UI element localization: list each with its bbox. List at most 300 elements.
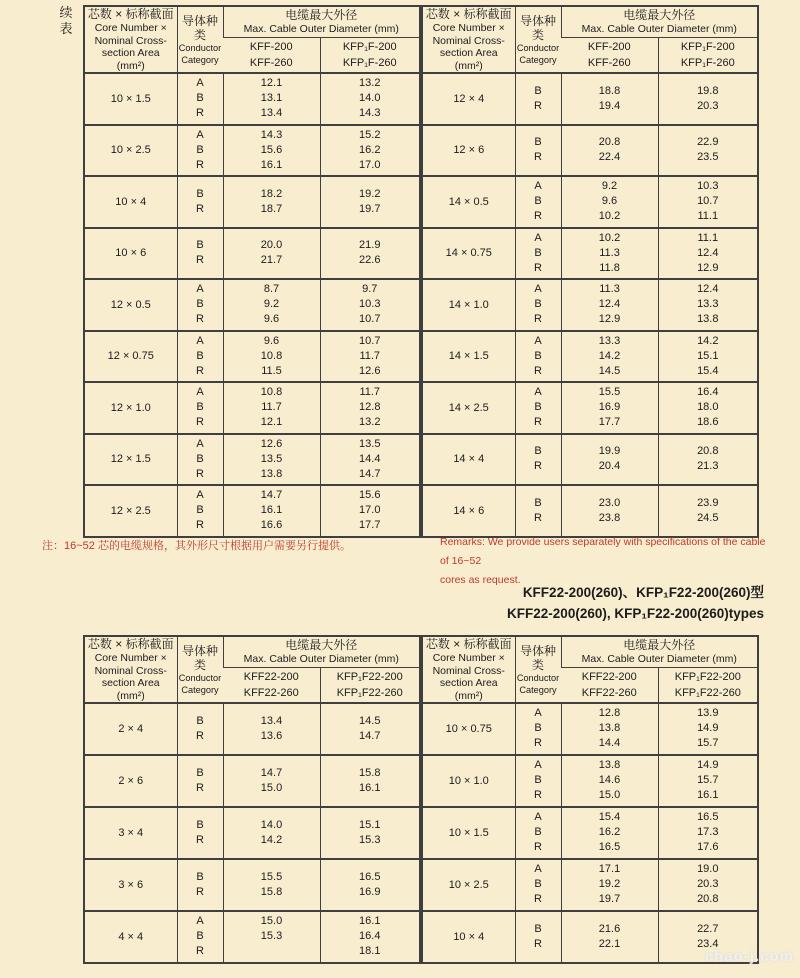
- kpf-200-label: KFP₁F-200: [342, 40, 397, 53]
- size-header-en2: Nominal Cross-: [432, 664, 505, 677]
- diameter-value-line: 14.9: [697, 722, 719, 735]
- spec-group-row: [84, 73, 420, 125]
- header-kff-column: [223, 37, 320, 73]
- diameter-value-line: 14.5: [359, 714, 381, 727]
- diameter-value-cell: [561, 228, 658, 280]
- diameter-value-line: 17.0: [359, 504, 381, 517]
- kff22-260-label: KFF22-260: [581, 686, 637, 699]
- conductor-category-line: R: [534, 893, 542, 906]
- conductor-category-line: A: [196, 386, 204, 399]
- conductor-category-cell: [515, 73, 561, 125]
- diameter-value-cell: [320, 807, 420, 859]
- core-size-cell: 3 × 4: [84, 807, 177, 859]
- core-size-cell: 10 × 2.5: [84, 125, 177, 177]
- diameter-value-line: 11.5: [261, 364, 282, 377]
- diameter-value-line: 15.1: [359, 818, 381, 831]
- size-header-en1: Core Number ×: [432, 652, 505, 664]
- core-size-cell: 14 × 1.5: [422, 331, 515, 383]
- conductor-category-cell: [515, 382, 561, 434]
- conductor-category-cell: [515, 125, 561, 177]
- diameter-value-line: 9.6: [601, 195, 618, 208]
- diameter-value-line: 14.7: [359, 467, 381, 480]
- top-left-table-body: [84, 73, 420, 537]
- core-size-cell: 14 × 2.5: [422, 382, 515, 434]
- diameter-value-cell: [320, 755, 420, 807]
- diameter-value-cell: [320, 125, 420, 177]
- diameter-value-line: 10.2: [598, 210, 621, 223]
- kpf-260-label: KFP₁F-260: [680, 56, 735, 69]
- conductor-category-cell: [515, 279, 561, 331]
- diameter-value-line: 12.8: [598, 707, 621, 720]
- conductor-category-line: R: [196, 158, 204, 171]
- conductor-category-line: B: [196, 92, 204, 105]
- diameter-value-cell: [320, 73, 420, 125]
- diameter-value-line: 15.7: [697, 737, 719, 750]
- diameter-value-cell: [223, 485, 320, 537]
- diameter-value-cell: [561, 382, 658, 434]
- diameter-value-line: 12.1: [260, 416, 283, 429]
- diameter-value-line: 13.3: [697, 298, 719, 311]
- conductor-category-cell: [177, 859, 223, 911]
- conductor-category-line: B: [196, 870, 204, 883]
- spec-group-row: [422, 434, 758, 486]
- conductor-category-line: A: [534, 811, 542, 824]
- size-header-en3: section Area: [439, 677, 498, 689]
- diameter-value-line: 12.6: [359, 364, 381, 377]
- conductor-header-en1: Conductor: [516, 42, 560, 53]
- conductor-category-line: B: [534, 401, 542, 414]
- spec-group-row: [84, 176, 420, 228]
- diameter-value-line: 11.3: [599, 246, 620, 259]
- diameter-value-cell: [561, 703, 658, 755]
- conductor-category-cell: [515, 911, 561, 963]
- diameter-value-line: 14.2: [697, 334, 719, 347]
- diameter-value-line: 14.7: [359, 729, 381, 742]
- core-size-cell: 12 × 0.75: [84, 331, 177, 383]
- diameter-value-line: 19.4: [598, 99, 621, 112]
- conductor-category-cell: [515, 228, 561, 280]
- spec-group-row: [422, 807, 758, 859]
- core-size-cell: 12 × 0.5: [84, 279, 177, 331]
- spec-group-row: [422, 73, 758, 125]
- diameter-value-line: 16.1: [359, 915, 381, 928]
- diameter-value-line: 22.9: [697, 136, 719, 149]
- size-header-en2: Nominal Cross-: [94, 664, 167, 677]
- conductor-category-cell: [515, 703, 561, 755]
- diameter-value-line: 13.8: [260, 467, 283, 480]
- diameter-value-line: 11.8: [599, 261, 620, 274]
- diameter-value-line: 13.2: [359, 77, 381, 90]
- diameter-value-line: 12.9: [598, 313, 621, 326]
- core-size-cell: 12 × 4: [422, 73, 515, 125]
- header-diameter-title: [561, 6, 758, 37]
- bottom-table-left-half: [83, 635, 421, 964]
- diameter-value-line: 17.1: [598, 863, 621, 876]
- diameter-value-line: 14.7: [260, 766, 283, 779]
- diameter-value-cell: [561, 125, 658, 177]
- section-heading: [507, 582, 764, 624]
- diameter-value-cell: [561, 911, 658, 963]
- diameter-value-line: 12.8: [359, 401, 381, 414]
- kff-260-label: KFF-260: [587, 56, 631, 69]
- diameter-value-line: 20.8: [697, 445, 719, 458]
- diameter-value-line: 11.3: [599, 283, 620, 296]
- core-size-cell: 12 × 1.5: [84, 434, 177, 486]
- diameter-value-line: 18.8: [598, 84, 621, 97]
- core-size-cell: 10 × 0.75: [422, 703, 515, 755]
- conductor-category-cell: [515, 755, 561, 807]
- diameter-value-line: 14.2: [598, 349, 621, 362]
- diameter-value-line: 23.4: [697, 937, 719, 950]
- spec-group-row: [84, 703, 420, 755]
- conductor-category-line: R: [534, 737, 542, 750]
- header-kff22-column: [561, 667, 658, 703]
- header-conductor-column: [515, 6, 561, 73]
- diameter-value-line: 16.4: [359, 930, 381, 943]
- diameter-value-line: 13.4: [260, 107, 283, 120]
- diameter-value-line: 15.3: [260, 930, 283, 943]
- diameter-value-cell: [561, 755, 658, 807]
- continuation-char-2: 表: [59, 21, 73, 36]
- diameter-value-line: 17.7: [598, 416, 621, 429]
- conductor-category-cell: [515, 807, 561, 859]
- spec-group-row: [84, 755, 420, 807]
- diameter-value-cell: [658, 434, 758, 486]
- conductor-category-line: B: [196, 143, 204, 156]
- size-header-en2: Nominal Cross-: [94, 34, 167, 47]
- size-header-en3: section Area: [101, 677, 160, 689]
- core-size-cell: 14 × 6: [422, 485, 515, 537]
- diameter-value-line: 9.2: [263, 298, 280, 311]
- conductor-category-line: B: [196, 298, 204, 311]
- diameter-value-cell: [658, 485, 758, 537]
- diameter-value-cell: [320, 434, 420, 486]
- conductor-header-en1: Conductor: [178, 672, 222, 683]
- diameter-value-line: 18.1: [359, 945, 381, 958]
- header-diameter-title: [223, 6, 420, 37]
- conductor-category-cell: [515, 331, 561, 383]
- spec-group-row: [84, 279, 420, 331]
- conductor-category-cell: [515, 176, 561, 228]
- diameter-value-line: 10.3: [697, 180, 719, 193]
- spec-group-row: [422, 176, 758, 228]
- conductor-header-zh2: 类: [532, 27, 545, 42]
- top-spec-table: [83, 5, 759, 533]
- table-header: [84, 6, 420, 73]
- core-size-cell: 10 × 4: [422, 911, 515, 963]
- diameter-value-cell: [658, 73, 758, 125]
- conductor-category-line: R: [534, 261, 542, 274]
- size-header-unit: (mm²): [454, 59, 483, 72]
- header-conductor-column: [177, 636, 223, 703]
- diameter-value-line: 16.1: [359, 781, 381, 794]
- diameter-value-line: 13.3: [598, 334, 621, 347]
- diameter-value-line: 21.3: [697, 460, 719, 473]
- core-size-cell: 2 × 4: [84, 703, 177, 755]
- conductor-category-line: B: [534, 496, 542, 509]
- diameter-value-cell: [223, 331, 320, 383]
- header-kpf22-column: [320, 667, 420, 703]
- diameter-value-line: 15.4: [697, 364, 719, 377]
- diameter-value-line: 14.3: [260, 128, 283, 141]
- core-size-cell: 12 × 2.5: [84, 485, 177, 537]
- size-header-unit: (mm²): [116, 59, 145, 72]
- diameter-value-cell: [658, 228, 758, 280]
- spec-group-row: [422, 382, 758, 434]
- conductor-category-line: B: [196, 401, 204, 414]
- conductor-category-line: A: [534, 707, 542, 720]
- size-header-zh: 芯数 × 标称截面: [425, 637, 512, 651]
- conductor-category-line: A: [196, 489, 204, 502]
- conductor-category-line: R: [196, 467, 204, 480]
- diameter-header-en: Max. Cable Outer Diameter (mm): [581, 23, 737, 36]
- diameter-value-line: 14.9: [697, 759, 719, 772]
- conductor-category-line: B: [196, 239, 204, 252]
- continuation-char-1: 续: [59, 5, 73, 20]
- conductor-header-en2: Category: [181, 54, 219, 65]
- spec-group-row: [422, 485, 758, 537]
- conductor-category-line: B: [196, 452, 204, 465]
- conductor-category-line: R: [196, 364, 204, 377]
- diameter-value-cell: [223, 228, 320, 280]
- diameter-value-line: 16.4: [697, 386, 719, 399]
- diameter-value-line: 19.7: [359, 202, 381, 215]
- section-heading-en: KFF22-200(260), KFP₁F22-200(260)types: [507, 606, 764, 621]
- conductor-category-line: A: [196, 915, 204, 928]
- conductor-category-line: A: [534, 231, 542, 244]
- conductor-category-line: R: [534, 789, 542, 802]
- diameter-value-line: 16.9: [359, 885, 381, 898]
- conductor-category-cell: [515, 485, 561, 537]
- conductor-category-line: A: [196, 334, 204, 347]
- conductor-category-line: A: [534, 334, 542, 347]
- diameter-value-line: 13.5: [260, 452, 283, 465]
- diameter-value-line: 14.7: [260, 489, 283, 502]
- diameter-value-line: 13.6: [260, 729, 283, 742]
- diameter-value-line: 9.6: [263, 313, 280, 326]
- diameter-value-line: 23.9: [697, 496, 719, 509]
- diameter-value-cell: [658, 703, 758, 755]
- diameter-value-line: 19.0: [697, 863, 719, 876]
- diameter-value-cell: [223, 807, 320, 859]
- diameter-value-line: 12.4: [598, 298, 621, 311]
- core-size-cell: 14 × 4: [422, 434, 515, 486]
- diameter-value-line: 23.5: [697, 151, 719, 164]
- header-size-column: [84, 6, 177, 73]
- diameter-value-cell: [561, 434, 658, 486]
- diameter-value-cell: [320, 485, 420, 537]
- conductor-header-zh1: 导体种: [520, 643, 557, 658]
- conductor-category-line: R: [196, 313, 204, 326]
- diameter-value-cell: [561, 331, 658, 383]
- diameter-value-line: 10.8: [260, 386, 283, 399]
- diameter-value-line: 16.2: [598, 826, 621, 839]
- diameter-header-zh: 电缆最大外径: [285, 8, 358, 23]
- conductor-header-zh1: 导体种: [181, 13, 218, 28]
- header-size-column: [422, 6, 515, 73]
- diameter-value-line: 11.1: [697, 231, 719, 244]
- bottom-table-right-half: [421, 635, 759, 964]
- diameter-value-line: 12.9: [697, 261, 719, 274]
- conductor-category-line: R: [196, 519, 204, 532]
- conductor-category-line: A: [196, 128, 204, 141]
- diameter-header-zh: 电缆最大外径: [623, 8, 696, 23]
- conductor-category-line: B: [534, 136, 542, 149]
- diameter-header-en: Max. Cable Outer Diameter (mm): [243, 23, 399, 36]
- core-size-cell: 14 × 1.0: [422, 279, 515, 331]
- diameter-value-cell: [223, 382, 320, 434]
- bottom-right-table-body: [422, 703, 758, 963]
- diameter-value-line: 22.4: [598, 151, 621, 164]
- diameter-header-en: Max. Cable Outer Diameter (mm): [243, 653, 399, 666]
- size-header-en3: section Area: [101, 47, 160, 59]
- diameter-value-line: 15.0: [260, 915, 283, 928]
- diameter-value-line: 14.2: [260, 833, 283, 846]
- diameter-value-line: 12.6: [260, 437, 283, 450]
- conductor-category-cell: [177, 331, 223, 383]
- diameter-value-line: 14.0: [359, 92, 381, 105]
- conductor-category-line: A: [534, 386, 542, 399]
- conductor-category-line: B: [196, 766, 204, 779]
- conductor-category-line: B: [534, 826, 542, 839]
- conductor-header-en2: Category: [519, 684, 557, 695]
- diameter-value-line: 12.1: [260, 77, 283, 90]
- diameter-value-line: 16.1: [697, 789, 719, 802]
- conductor-category-cell: [515, 859, 561, 911]
- conductor-category-line: R: [534, 313, 542, 326]
- diameter-value-line: 21.6: [598, 922, 621, 935]
- diameter-value-cell: [223, 755, 320, 807]
- diameter-value-line: 11.1: [697, 210, 719, 223]
- diameter-value-line: 23.0: [598, 496, 621, 509]
- diameter-value-cell: [320, 703, 420, 755]
- diameter-header-zh: 电缆最大外径: [285, 638, 358, 653]
- diameter-value-line: 16.5: [359, 870, 381, 883]
- spec-group-row: [84, 382, 420, 434]
- core-size-cell: 12 × 6: [422, 125, 515, 177]
- diameter-value-line: 22.1: [598, 937, 621, 950]
- conductor-category-line: A: [534, 283, 542, 296]
- conductor-category-line: R: [534, 151, 542, 164]
- diameter-value-line: 10.3: [359, 298, 381, 311]
- core-size-cell: 14 × 0.75: [422, 228, 515, 280]
- diameter-value-line: 22.6: [359, 254, 381, 267]
- diameter-value-line: 22.7: [697, 922, 719, 935]
- conductor-category-line: B: [534, 84, 542, 97]
- size-header-en1: Core Number ×: [432, 22, 505, 34]
- continuation-label: [57, 5, 75, 37]
- conductor-category-line: A: [196, 283, 204, 296]
- diameter-value-line: 15.5: [260, 870, 283, 883]
- conductor-category-line: A: [534, 759, 542, 772]
- kff22-260-label: KFF22-260: [243, 686, 299, 699]
- conductor-category-line: R: [196, 729, 204, 742]
- diameter-value-line: 15.6: [260, 143, 283, 156]
- conductor-category-cell: [177, 176, 223, 228]
- kpf-260-label: KFP₁F-260: [342, 56, 397, 69]
- diameter-value-line: 15.5: [598, 386, 621, 399]
- diameter-value-cell: [561, 279, 658, 331]
- diameter-value-line: 15.0: [260, 781, 283, 794]
- spec-group-row: [422, 125, 758, 177]
- conductor-header-zh2: 类: [193, 657, 206, 672]
- diameter-value-line: 18.7: [260, 202, 283, 215]
- table-header: [422, 6, 758, 73]
- diameter-value-line: 13.9: [697, 707, 719, 720]
- site-watermark: chao-j.com: [704, 948, 794, 965]
- diameter-header-zh: 电缆最大外径: [623, 638, 696, 653]
- size-header-en3: section Area: [439, 47, 498, 59]
- spec-group-row: [422, 331, 758, 383]
- conductor-category-line: R: [196, 202, 204, 215]
- conductor-header-zh1: 导体种: [181, 643, 218, 658]
- diameter-value-line: 20.0: [260, 239, 283, 252]
- conductor-category-line: A: [196, 77, 204, 90]
- conductor-category-cell: [177, 485, 223, 537]
- diameter-value-line: 19.2: [359, 187, 381, 200]
- conductor-category-line: A: [196, 437, 204, 450]
- conductor-category-line: B: [196, 349, 204, 362]
- conductor-header-en2: Category: [181, 684, 219, 695]
- conductor-header-en2: Category: [519, 54, 557, 65]
- kff22-200-label: KFF22-200: [581, 670, 637, 683]
- spec-group-row: [422, 859, 758, 911]
- conductor-category-line: B: [534, 445, 542, 458]
- size-header-unit: (mm²): [116, 689, 145, 702]
- spec-group-row: [84, 331, 420, 383]
- core-size-cell: 4 × 4: [84, 911, 177, 963]
- conductor-category-cell: [177, 125, 223, 177]
- conductor-category-line: R: [196, 833, 204, 846]
- diameter-value-line: 23.8: [598, 511, 621, 524]
- spec-group-row: [422, 228, 758, 280]
- conductor-category-cell: [177, 911, 223, 963]
- kpf22-200-label: KFP₁F22-200: [336, 670, 403, 683]
- diameter-value-line: 19.7: [598, 893, 621, 906]
- spec-group-row: [84, 125, 420, 177]
- spec-group-row: [84, 859, 420, 911]
- diameter-value-line: 20.3: [697, 99, 719, 112]
- diameter-value-line: 16.2: [359, 143, 381, 156]
- size-header-en2: Nominal Cross-: [432, 34, 505, 47]
- diameter-value-line: 9.6: [263, 334, 280, 347]
- diameter-value-line: 14.6: [598, 774, 621, 787]
- core-size-cell: 10 × 1.0: [422, 755, 515, 807]
- diameter-value-line: 17.7: [359, 519, 381, 532]
- diameter-value-cell: [223, 434, 320, 486]
- diameter-value-cell: [561, 176, 658, 228]
- size-header-zh: 芯数 × 标称截面: [87, 7, 174, 21]
- size-header-en1: Core Number ×: [94, 652, 167, 664]
- kpf-200-label: KFP₁F-200: [680, 40, 735, 53]
- diameter-value-cell: [561, 859, 658, 911]
- diameter-value-line: 9.2: [601, 180, 618, 193]
- conductor-category-line: B: [196, 818, 204, 831]
- conductor-category-cell: [177, 703, 223, 755]
- spec-group-row: [84, 807, 420, 859]
- core-size-cell: 10 × 6: [84, 228, 177, 280]
- header-size-column: [422, 636, 515, 703]
- header-conductor-column: [515, 636, 561, 703]
- table-header: [422, 636, 758, 703]
- diameter-value-line: 15.2: [359, 128, 381, 141]
- core-size-cell: 10 × 2.5: [422, 859, 515, 911]
- diameter-value-cell: [223, 911, 320, 963]
- diameter-value-line: 13.2: [359, 416, 381, 429]
- diameter-value-line: 16.1: [260, 158, 283, 171]
- diameter-value-line: 13.4: [260, 714, 283, 727]
- diameter-value-line: 13.5: [359, 437, 381, 450]
